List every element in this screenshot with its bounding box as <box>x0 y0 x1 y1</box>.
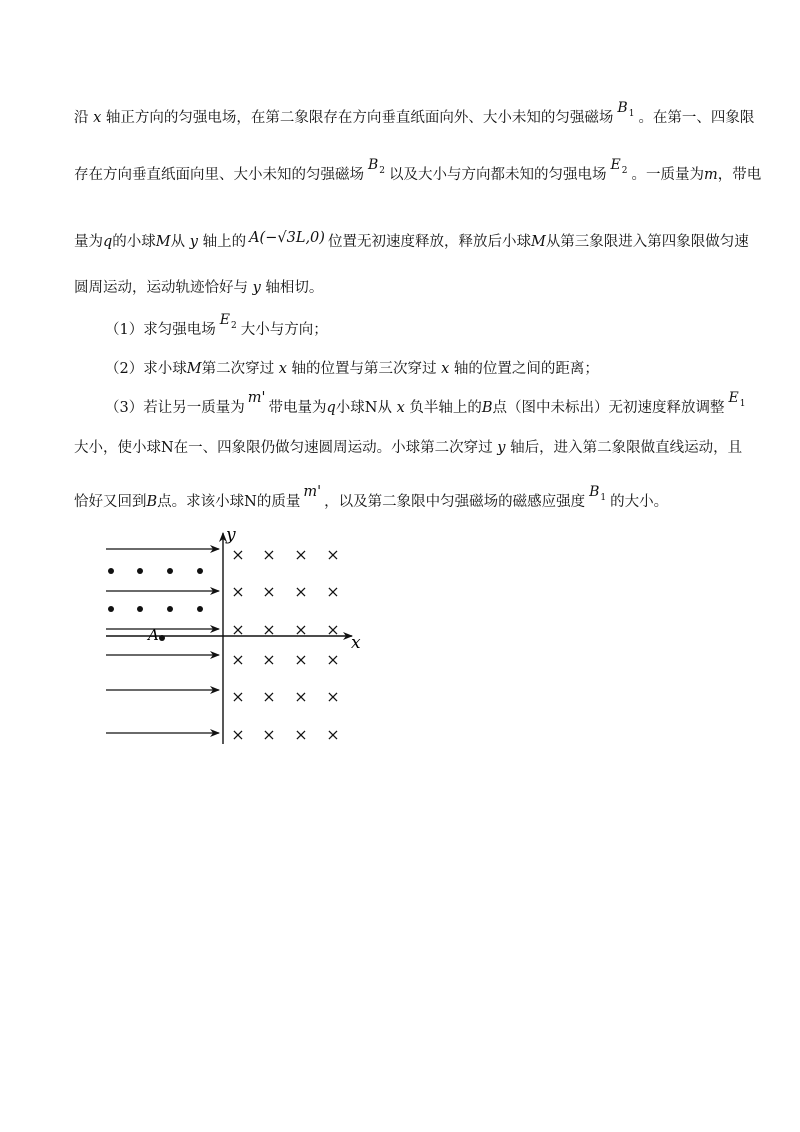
svg-text:×: × <box>294 582 308 601</box>
point-A <box>159 635 165 641</box>
svg-text:×: × <box>294 650 308 669</box>
svg-text:×: × <box>262 650 276 669</box>
question-2: （2）求小球M第二次穿过 x 轴的位置与第三次穿过 x 轴的位置之间的距离； <box>105 361 599 377</box>
svg-text:×: × <box>262 725 276 744</box>
svg-text:×: × <box>231 650 245 669</box>
svg-text:×: × <box>294 725 308 744</box>
svg-text:×: × <box>294 620 308 639</box>
svg-text:×: × <box>231 620 245 639</box>
x-axis-label: x <box>351 633 361 653</box>
svg-text:×: × <box>262 620 276 639</box>
symbol-B1: $B_1$ <box>617 100 635 119</box>
question-3-line-3: 恰好又回到B点。求该小球N的质量m'，以及第二象限中匀强磁场的磁感应强度$B_1$ 的大小。 <box>74 484 669 510</box>
question-1: （1）求匀强电场$E_2$ 大小与方向； <box>105 312 328 338</box>
svg-text:×: × <box>294 687 308 706</box>
svg-text:×: × <box>231 582 245 601</box>
svg-text:×: × <box>262 545 276 564</box>
svg-text:×: × <box>294 545 308 564</box>
symbol-E1: $E_1$ <box>728 390 746 409</box>
problem-line-4: 圆周运动，运动轨迹恰好与 y 轴相切。 <box>74 280 324 296</box>
problem-line-1: 沿 x 轴正方向的匀强电场，在第二象限存在方向垂直纸面向外、大小未知的匀强磁场$B_1$ 。在第一、四象限 <box>74 100 755 126</box>
field-crosses <box>231 545 339 744</box>
svg-text:×: × <box>326 687 340 706</box>
svg-text:×: × <box>326 582 340 601</box>
svg-text:×: × <box>326 545 340 564</box>
svg-text:×: × <box>326 725 340 744</box>
y-axis-label: y <box>226 525 236 545</box>
question-3-line-2: 大小，使小球N在一、四象限仍做匀速圆周运动。小球第二次穿过 y 轴后，进入第二象限做直线运动，且 <box>74 440 743 456</box>
problem-line-2: 存在方向垂直纸面向里、大小未知的匀强磁场$B_2$ 以及大小与方向都未知的匀强电场$E_2$ 。一质量为m，带电 <box>74 157 762 183</box>
field-dots <box>108 568 203 612</box>
coordinate-A: A(−√3L,0) <box>249 230 325 246</box>
svg-text:×: × <box>231 725 245 744</box>
question-3-line-1: （3）若让另一质量为m'带电量为q小球N从 x 负半轴上的B点（图中未标出）无初速度释放调整$E_1$ <box>105 390 746 416</box>
svg-text:×: × <box>326 650 340 669</box>
svg-text:×: × <box>231 545 245 564</box>
svg-text:×: × <box>262 582 276 601</box>
symbol-E2: $E_2$ <box>610 157 628 176</box>
problem-line-3: 量为q的小球M从 y 轴上的 A(−√3L,0) 位置无初速度释放，释放后小球M从第三象限进入第四象限做匀速 <box>74 230 749 250</box>
point-A-label: A <box>148 626 159 644</box>
svg-text:×: × <box>262 687 276 706</box>
symbol-E2: $E_2$ <box>219 312 237 331</box>
symbol-B1: $B_1$ <box>589 484 607 503</box>
svg-text:×: × <box>231 687 245 706</box>
symbol-B2: $B_2$ <box>368 157 386 176</box>
svg-text:×: × <box>326 620 340 639</box>
